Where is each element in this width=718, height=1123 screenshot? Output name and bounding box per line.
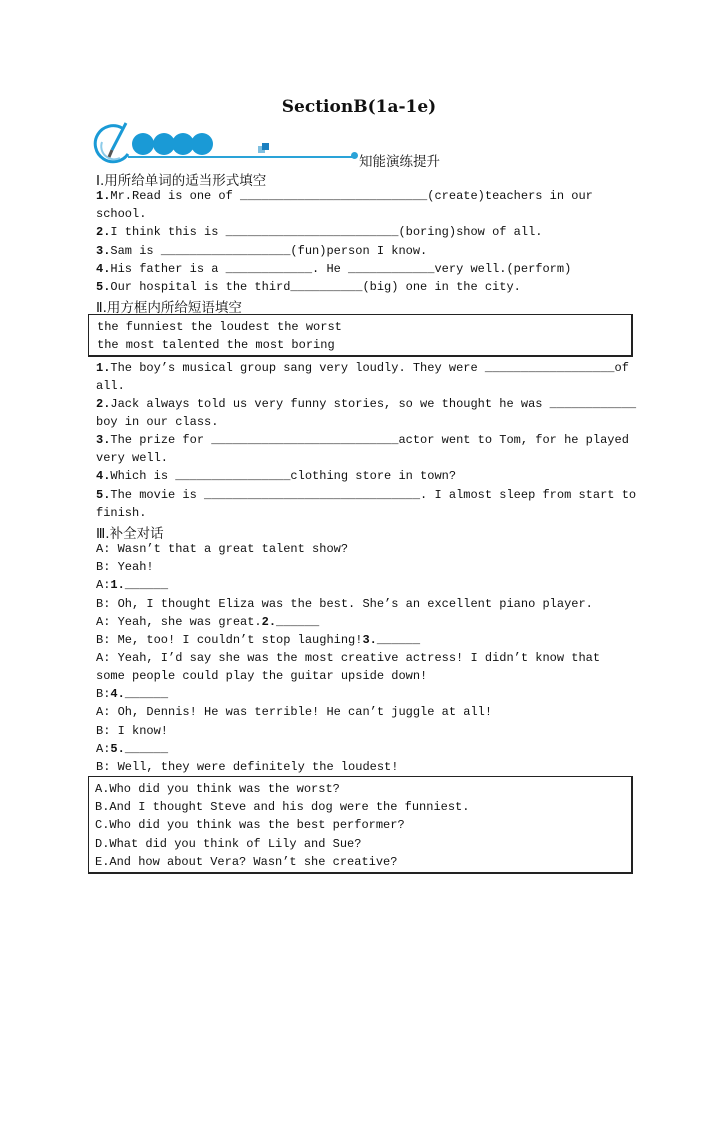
phrase-box-line: the most talented the most boring <box>97 338 335 352</box>
banner-circle <box>132 133 154 155</box>
phrase-box-line: the funniest the loudest the worst <box>97 320 342 334</box>
list-item: 5.Our hospital is the third__________(big) one in the city. <box>96 280 521 294</box>
dialogue-line: A: Yeah, I’d say she was the most creative actress! I didn’t know that <box>96 651 601 665</box>
list-item: 2.I think this is ________________________(boring)show of all. <box>96 225 543 239</box>
dialogue-line: A: Oh, Dennis! He was terrible! He can’t juggle at all! <box>96 705 493 719</box>
list-item: 4.His father is a ____________. He ____________very well.(perform) <box>96 262 572 276</box>
dialogue-line: B: Yeah! <box>96 560 154 574</box>
list-item: 1.The boy’s musical group sang very loudly. They were __________________of <box>96 361 629 375</box>
square-icon <box>258 143 270 155</box>
option-item: C.Who did you think was the best performer? <box>95 818 405 832</box>
list-item: all. <box>96 379 125 393</box>
list-item: 5.The movie is ______________________________. I almost sleep from start to <box>96 488 637 502</box>
dialogue-line: B:4.______ <box>96 687 169 701</box>
section1-heading: Ⅰ.用所给单词的适当形式填空 <box>96 173 267 189</box>
dialogue-line: some people could play the guitar upside down! <box>96 669 428 683</box>
dialogue-line: B: Me, too! I couldn’t stop laughing!3.______ <box>96 633 421 647</box>
banner-circle <box>191 133 213 155</box>
section3-heading: Ⅲ.补全对话 <box>96 526 164 542</box>
section2-heading: Ⅱ.用方框内所给短语填空 <box>96 300 242 316</box>
list-item: 3.Sam is __________________(fun)person I know. <box>96 244 428 258</box>
option-item: E.And how about Vera? Wasn’t she creative? <box>95 855 398 869</box>
option-item: A.Who did you think was the worst? <box>95 782 340 796</box>
phrase-box <box>88 314 633 357</box>
dialogue-line: B: Oh, I thought Eliza was the best. She’s an excellent piano player. <box>96 597 593 611</box>
option-item: D.What did you think of Lily and Sue? <box>95 837 362 851</box>
dialogue-line: A:1.______ <box>96 578 169 592</box>
dialogue-line: A:5.______ <box>96 742 169 756</box>
dialogue-line: B: I know! <box>96 724 169 738</box>
option-item: B.And I thought Steve and his dog were the funniest. <box>95 800 470 814</box>
list-item: boy in our class. <box>96 415 219 429</box>
dialogue-line: A: Yeah, she was great.2.______ <box>96 615 320 629</box>
list-item: 3.The prize for __________________________actor went to Tom, for he played <box>96 433 629 447</box>
banner-dot <box>351 152 358 159</box>
list-item: finish. <box>96 506 147 520</box>
options-box <box>88 776 633 874</box>
dialogue-line: B: Well, they were definitely the loudest! <box>96 760 399 774</box>
brush-icon <box>92 120 136 166</box>
list-item: 1.Mr.Read is one of __________________________(create)teachers in our <box>96 189 593 203</box>
banner-label: 知能演练提升 <box>359 154 440 170</box>
banner-line <box>128 156 354 158</box>
page-title: SectionB(1a-1e) <box>281 97 437 117</box>
list-item: school. <box>96 207 147 221</box>
list-item: 2.Jack always told us very funny stories, so we thought he was ____________ <box>96 397 637 411</box>
list-item: 4.Which is ________________clothing store in town? <box>96 469 457 483</box>
dialogue-line: A: Wasn’t that a great talent show? <box>96 542 349 556</box>
list-item: very well. <box>96 451 169 465</box>
